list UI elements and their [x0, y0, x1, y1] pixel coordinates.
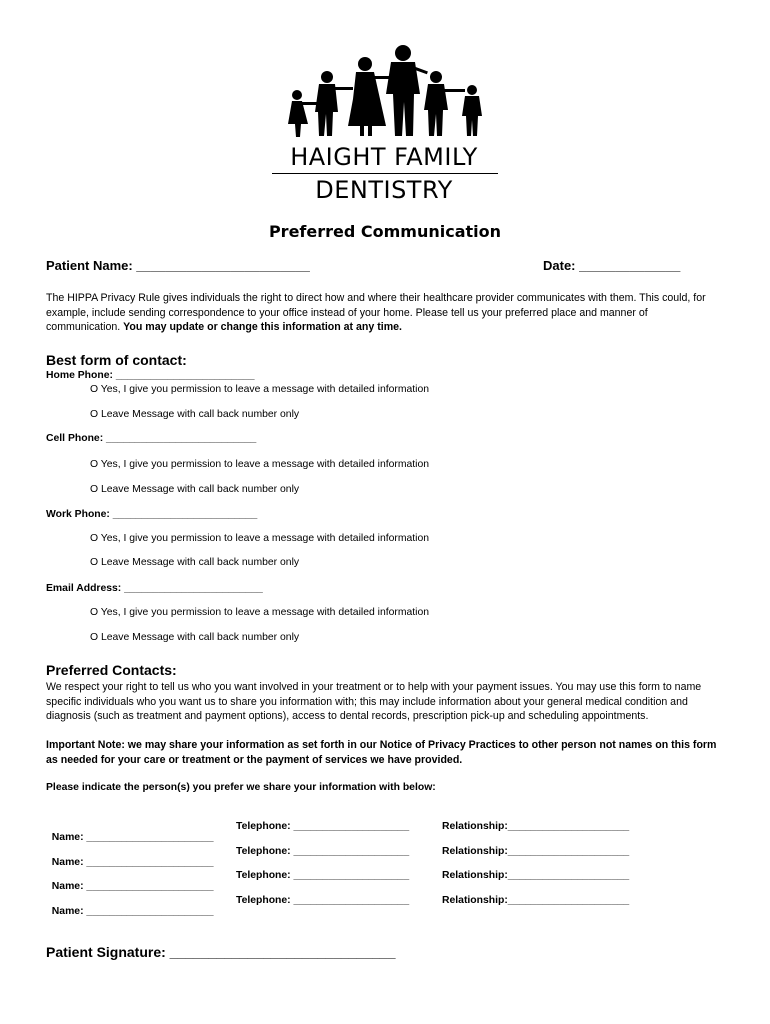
date-field[interactable]: Date: ______________: [543, 258, 681, 273]
contact-name-field[interactable]: Name: ______________________: [51, 906, 214, 917]
logo-line-1: HAIGHT FAMILY: [290, 143, 478, 171]
contact-name-field[interactable]: Name: ______________________: [51, 881, 214, 892]
contact-row: [46, 821, 214, 843]
contact-telephone-field[interactable]: Telephone: ____________________: [236, 870, 410, 881]
work-option-callback[interactable]: O Leave Message with call back number only: [90, 557, 300, 568]
contact-relationship-field[interactable]: Relationship:_____________________: [442, 846, 630, 857]
home-option-yes[interactable]: O Yes, I give you permission to leave a message with detailed information: [90, 384, 430, 395]
work-option-yes[interactable]: O Yes, I give you permission to leave a message with detailed information: [90, 533, 430, 544]
intro-text: The HIPPA Privacy Rule gives individuals the right to direct how and where their healthcare provider communicates with them. This could, for example, include sending correspondence to your office instead of your home. Please tell us your preferred place and manner of communication.: [46, 292, 706, 333]
best-contact-heading: Best form of contact:: [46, 352, 187, 368]
cell-phone-field[interactable]: Cell Phone: __________________________: [46, 433, 257, 444]
indicate-persons-text: Please indicate the person(s) you prefer we share your information with below:: [46, 782, 436, 793]
contact-row: [46, 870, 214, 892]
page-title: Preferred Communication: [268, 222, 502, 241]
intro-paragraph: [46, 291, 716, 335]
contact-telephone-field[interactable]: Telephone: ____________________: [236, 821, 410, 832]
contact-name-field[interactable]: Name: ______________________: [51, 832, 214, 843]
contact-telephone-field[interactable]: Telephone: ____________________: [236, 846, 410, 857]
email-address-field[interactable]: Email Address: ________________________: [46, 583, 263, 594]
contact-relationship-field[interactable]: Relationship:_____________________: [442, 870, 630, 881]
important-note: Important Note: we may share your information as set forth in our Notice of Privacy Practices to other person not names on this form as needed for your care or treatment or the payment of services we have provided.: [46, 739, 717, 766]
family-silhouette-icon: [268, 44, 500, 144]
contact-relationship-field[interactable]: Relationship:_____________________: [442, 895, 630, 906]
home-phone-field[interactable]: Home Phone: ________________________: [46, 370, 255, 381]
patient-name-field[interactable]: Patient Name: ________________________: [46, 258, 310, 273]
work-phone-field[interactable]: Work Phone: _________________________: [46, 509, 258, 520]
preferred-contacts-heading: Preferred Contacts:: [46, 662, 177, 678]
logo-line-2: DENTISTRY: [315, 176, 453, 204]
contact-row: [46, 895, 214, 917]
contact-telephone-field[interactable]: Telephone: ____________________: [236, 895, 410, 906]
contact-relationship-field[interactable]: Relationship:_____________________: [442, 821, 630, 832]
logo-divider: [272, 173, 498, 174]
contact-name-field[interactable]: Name: ______________________: [51, 857, 214, 868]
contact-row: [46, 846, 214, 868]
home-option-callback[interactable]: O Leave Message with call back number only: [90, 409, 300, 420]
patient-signature-field[interactable]: Patient Signature: _____________________________: [46, 944, 396, 960]
cell-option-callback[interactable]: O Leave Message with call back number only: [90, 484, 300, 495]
email-option-yes[interactable]: O Yes, I give you permission to leave a message with detailed information: [90, 607, 430, 618]
intro-bold-text: You may update or change this information at any time.: [123, 321, 402, 333]
cell-option-yes[interactable]: O Yes, I give you permission to leave a message with detailed information: [90, 459, 430, 470]
email-option-callback[interactable]: O Leave Message with call back number only: [90, 632, 300, 643]
preferred-contacts-paragraph: We respect your right to tell us who you want involved in your treatment or to help with your payment issues. You may use this form to name specific individuals who you want us to share you information with; this may include information about your general medical condition and diagnosis (such as treatment and payment options), access to dental records, prescription pick-up and scheduling appointments.: [46, 681, 702, 722]
